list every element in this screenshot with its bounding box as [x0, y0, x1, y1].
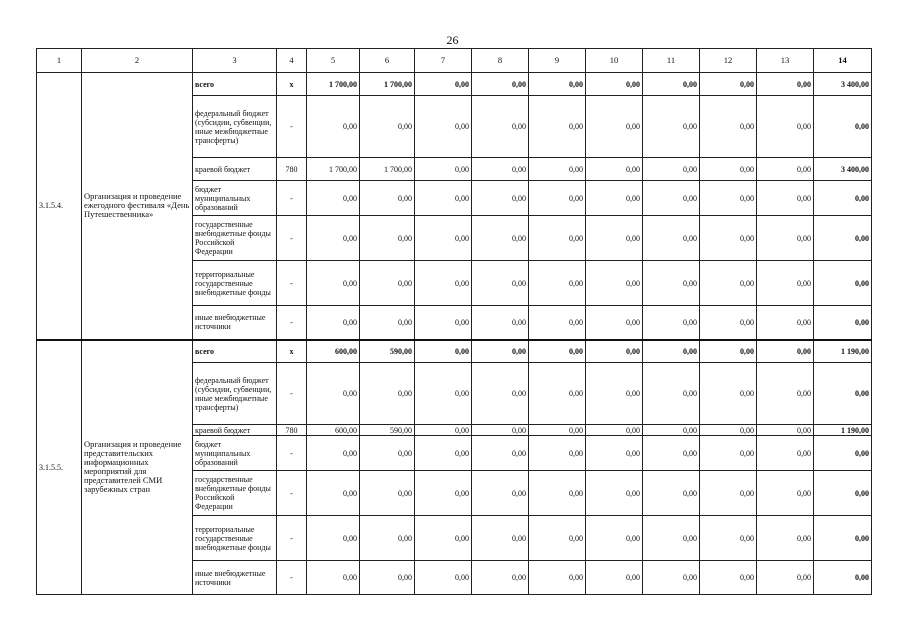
- value-cell: 0,00: [529, 96, 586, 158]
- value-cell: 0,00: [700, 363, 757, 425]
- value-cell: 0,00: [472, 158, 529, 181]
- value-cell: 0,00: [472, 306, 529, 340]
- total-cell: 0,00: [814, 561, 872, 595]
- value-cell: 0,00: [415, 158, 472, 181]
- column-header: 4: [277, 49, 307, 73]
- item-name: Организация и проведение представительских информационных мероприятий для представителей СМИ зарубежных стран: [82, 340, 193, 595]
- value-cell: 0,00: [586, 561, 643, 595]
- page-number: 26: [446, 33, 459, 47]
- table-row: [37, 73, 872, 96]
- value-cell: 0,00: [529, 261, 586, 306]
- column-header: 13: [757, 49, 814, 73]
- value-cell: 0,00: [360, 96, 415, 158]
- code-cell: -: [277, 471, 307, 516]
- total-cell: 0,00: [814, 261, 872, 306]
- value-cell: 0,00: [529, 73, 586, 96]
- column-header-row: [37, 49, 872, 73]
- funding-source: всего: [193, 340, 277, 363]
- item-code: 3.1.5.4.: [37, 73, 82, 340]
- code-cell: -: [277, 96, 307, 158]
- value-cell: 0,00: [700, 516, 757, 561]
- value-cell: 0,00: [586, 306, 643, 340]
- value-cell: 0,00: [360, 261, 415, 306]
- funding-source: бюджет муниципальных образований: [193, 436, 277, 471]
- value-cell: 0,00: [529, 216, 586, 261]
- total-cell: 0,00: [814, 181, 872, 216]
- column-header: 11: [643, 49, 700, 73]
- value-cell: 0,00: [307, 96, 360, 158]
- value-cell: 0,00: [415, 216, 472, 261]
- value-cell: 0,00: [529, 436, 586, 471]
- value-cell: 0,00: [360, 216, 415, 261]
- value-cell: 0,00: [700, 561, 757, 595]
- value-cell: 600,00: [307, 425, 360, 436]
- value-cell: 0,00: [700, 158, 757, 181]
- value-cell: 0,00: [415, 516, 472, 561]
- value-cell: 1 700,00: [307, 73, 360, 96]
- value-cell: 0,00: [307, 363, 360, 425]
- code-cell: -: [277, 306, 307, 340]
- value-cell: 0,00: [529, 471, 586, 516]
- table-row: [37, 340, 872, 363]
- total-cell: 0,00: [814, 363, 872, 425]
- value-cell: 0,00: [757, 158, 814, 181]
- value-cell: 0,00: [472, 516, 529, 561]
- value-cell: 0,00: [415, 73, 472, 96]
- column-header: 1: [37, 49, 82, 73]
- value-cell: 0,00: [307, 471, 360, 516]
- value-cell: 0,00: [529, 181, 586, 216]
- value-cell: 0,00: [472, 73, 529, 96]
- funding-source: территориальные государственные внебюджетные фонды: [193, 516, 277, 561]
- value-cell: 0,00: [360, 561, 415, 595]
- funding-source: иные внебюджетные источники: [193, 306, 277, 340]
- column-header: 7: [415, 49, 472, 73]
- value-cell: 0,00: [700, 73, 757, 96]
- value-cell: 590,00: [360, 340, 415, 363]
- code-cell: х: [277, 340, 307, 363]
- value-cell: 0,00: [757, 96, 814, 158]
- value-cell: 1 700,00: [360, 73, 415, 96]
- total-cell: 1 190,00: [814, 340, 872, 363]
- value-cell: 0,00: [472, 561, 529, 595]
- value-cell: 0,00: [757, 340, 814, 363]
- value-cell: 0,00: [757, 471, 814, 516]
- value-cell: 0,00: [700, 261, 757, 306]
- item-code: 3.1.5.5.: [37, 340, 82, 595]
- value-cell: 0,00: [700, 96, 757, 158]
- budget-table: [36, 48, 872, 595]
- value-cell: 0,00: [360, 516, 415, 561]
- value-cell: 0,00: [757, 261, 814, 306]
- value-cell: 0,00: [643, 181, 700, 216]
- value-cell: 0,00: [586, 516, 643, 561]
- funding-source: государственные внебюджетные фонды Российской Федерации: [193, 216, 277, 261]
- funding-source: иные внебюджетные источники: [193, 561, 277, 595]
- value-cell: 0,00: [360, 306, 415, 340]
- code-cell: х: [277, 73, 307, 96]
- value-cell: 0,00: [586, 181, 643, 216]
- column-header: 10: [586, 49, 643, 73]
- value-cell: 0,00: [586, 436, 643, 471]
- value-cell: 0,00: [415, 436, 472, 471]
- code-cell: -: [277, 436, 307, 471]
- value-cell: 0,00: [415, 363, 472, 425]
- total-cell: 1 190,00: [814, 425, 872, 436]
- value-cell: 0,00: [415, 261, 472, 306]
- value-cell: 0,00: [643, 363, 700, 425]
- value-cell: 0,00: [757, 436, 814, 471]
- column-header: 6: [360, 49, 415, 73]
- code-cell: -: [277, 261, 307, 306]
- total-cell: 0,00: [814, 306, 872, 340]
- value-cell: 0,00: [307, 216, 360, 261]
- value-cell: 0,00: [472, 216, 529, 261]
- value-cell: 0,00: [307, 436, 360, 471]
- value-cell: 0,00: [360, 436, 415, 471]
- value-cell: 0,00: [529, 340, 586, 363]
- value-cell: 0,00: [360, 363, 415, 425]
- value-cell: 590,00: [360, 425, 415, 436]
- value-cell: 0,00: [643, 261, 700, 306]
- value-cell: 0,00: [700, 216, 757, 261]
- value-cell: 0,00: [415, 306, 472, 340]
- code-cell: 780: [277, 425, 307, 436]
- value-cell: 0,00: [757, 216, 814, 261]
- code-cell: -: [277, 561, 307, 595]
- value-cell: 0,00: [643, 340, 700, 363]
- column-header: 14: [814, 49, 872, 73]
- funding-source: федеральный бюджет (субсидии, субвенции, иные межбюджетные трансферты): [193, 96, 277, 158]
- value-cell: 0,00: [757, 425, 814, 436]
- code-cell: -: [277, 516, 307, 561]
- column-header: 3: [193, 49, 277, 73]
- funding-source: краевой бюджет: [193, 158, 277, 181]
- value-cell: 0,00: [472, 96, 529, 158]
- value-cell: 0,00: [757, 516, 814, 561]
- value-cell: 0,00: [472, 471, 529, 516]
- total-cell: 0,00: [814, 516, 872, 561]
- value-cell: 0,00: [529, 158, 586, 181]
- value-cell: 0,00: [700, 436, 757, 471]
- total-cell: 3 400,00: [814, 73, 872, 96]
- value-cell: 0,00: [472, 261, 529, 306]
- funding-source: краевой бюджет: [193, 425, 277, 436]
- value-cell: 0,00: [307, 561, 360, 595]
- funding-source: всего: [193, 73, 277, 96]
- value-cell: 0,00: [643, 306, 700, 340]
- funding-source: бюджет муниципальных образований: [193, 181, 277, 216]
- value-cell: 0,00: [586, 96, 643, 158]
- value-cell: 0,00: [643, 96, 700, 158]
- item-name: Организация и проведение ежегодного фестиваля «День Путешественника»: [82, 73, 193, 340]
- value-cell: 0,00: [757, 363, 814, 425]
- value-cell: 0,00: [700, 181, 757, 216]
- value-cell: 0,00: [586, 425, 643, 436]
- value-cell: 0,00: [700, 471, 757, 516]
- value-cell: 0,00: [643, 425, 700, 436]
- value-cell: 0,00: [700, 306, 757, 340]
- value-cell: 0,00: [700, 340, 757, 363]
- value-cell: 0,00: [586, 216, 643, 261]
- value-cell: 0,00: [757, 306, 814, 340]
- value-cell: 0,00: [586, 340, 643, 363]
- value-cell: 0,00: [472, 181, 529, 216]
- value-cell: 0,00: [415, 561, 472, 595]
- value-cell: 0,00: [415, 425, 472, 436]
- value-cell: 0,00: [472, 425, 529, 436]
- value-cell: 0,00: [586, 73, 643, 96]
- value-cell: 0,00: [360, 471, 415, 516]
- value-cell: 0,00: [757, 73, 814, 96]
- value-cell: 0,00: [415, 181, 472, 216]
- value-cell: 0,00: [643, 216, 700, 261]
- funding-source: государственные внебюджетные фонды Российской Федерации: [193, 471, 277, 516]
- value-cell: 0,00: [643, 436, 700, 471]
- value-cell: 0,00: [586, 471, 643, 516]
- funding-source: федеральный бюджет (субсидии, субвенции, иные межбюджетные трансферты): [193, 363, 277, 425]
- value-cell: 0,00: [472, 340, 529, 363]
- value-cell: 1 700,00: [360, 158, 415, 181]
- value-cell: 0,00: [472, 363, 529, 425]
- code-cell: -: [277, 216, 307, 261]
- total-cell: 0,00: [814, 436, 872, 471]
- column-header: 12: [700, 49, 757, 73]
- column-header: 5: [307, 49, 360, 73]
- value-cell: 0,00: [586, 363, 643, 425]
- value-cell: 0,00: [307, 181, 360, 216]
- column-header: 8: [472, 49, 529, 73]
- value-cell: 0,00: [307, 306, 360, 340]
- code-cell: -: [277, 181, 307, 216]
- value-cell: 0,00: [529, 561, 586, 595]
- value-cell: 0,00: [643, 73, 700, 96]
- code-cell: 780: [277, 158, 307, 181]
- value-cell: 0,00: [415, 471, 472, 516]
- value-cell: 0,00: [529, 516, 586, 561]
- total-cell: 0,00: [814, 471, 872, 516]
- value-cell: 0,00: [586, 158, 643, 181]
- value-cell: 0,00: [757, 181, 814, 216]
- value-cell: 0,00: [643, 158, 700, 181]
- value-cell: 0,00: [360, 181, 415, 216]
- value-cell: 0,00: [700, 425, 757, 436]
- value-cell: 1 700,00: [307, 158, 360, 181]
- value-cell: 0,00: [643, 471, 700, 516]
- value-cell: 600,00: [307, 340, 360, 363]
- value-cell: 0,00: [529, 425, 586, 436]
- column-header: 9: [529, 49, 586, 73]
- column-header: 2: [82, 49, 193, 73]
- code-cell: -: [277, 363, 307, 425]
- value-cell: 0,00: [757, 561, 814, 595]
- total-cell: 0,00: [814, 96, 872, 158]
- value-cell: 0,00: [415, 340, 472, 363]
- value-cell: 0,00: [643, 516, 700, 561]
- value-cell: 0,00: [586, 261, 643, 306]
- value-cell: 0,00: [415, 96, 472, 158]
- value-cell: 0,00: [643, 561, 700, 595]
- value-cell: 0,00: [529, 306, 586, 340]
- value-cell: 0,00: [307, 261, 360, 306]
- funding-source: территориальные государственные внебюджетные фонды: [193, 261, 277, 306]
- value-cell: 0,00: [529, 363, 586, 425]
- total-cell: 0,00: [814, 216, 872, 261]
- total-cell: 3 400,00: [814, 158, 872, 181]
- value-cell: 0,00: [307, 516, 360, 561]
- value-cell: 0,00: [472, 436, 529, 471]
